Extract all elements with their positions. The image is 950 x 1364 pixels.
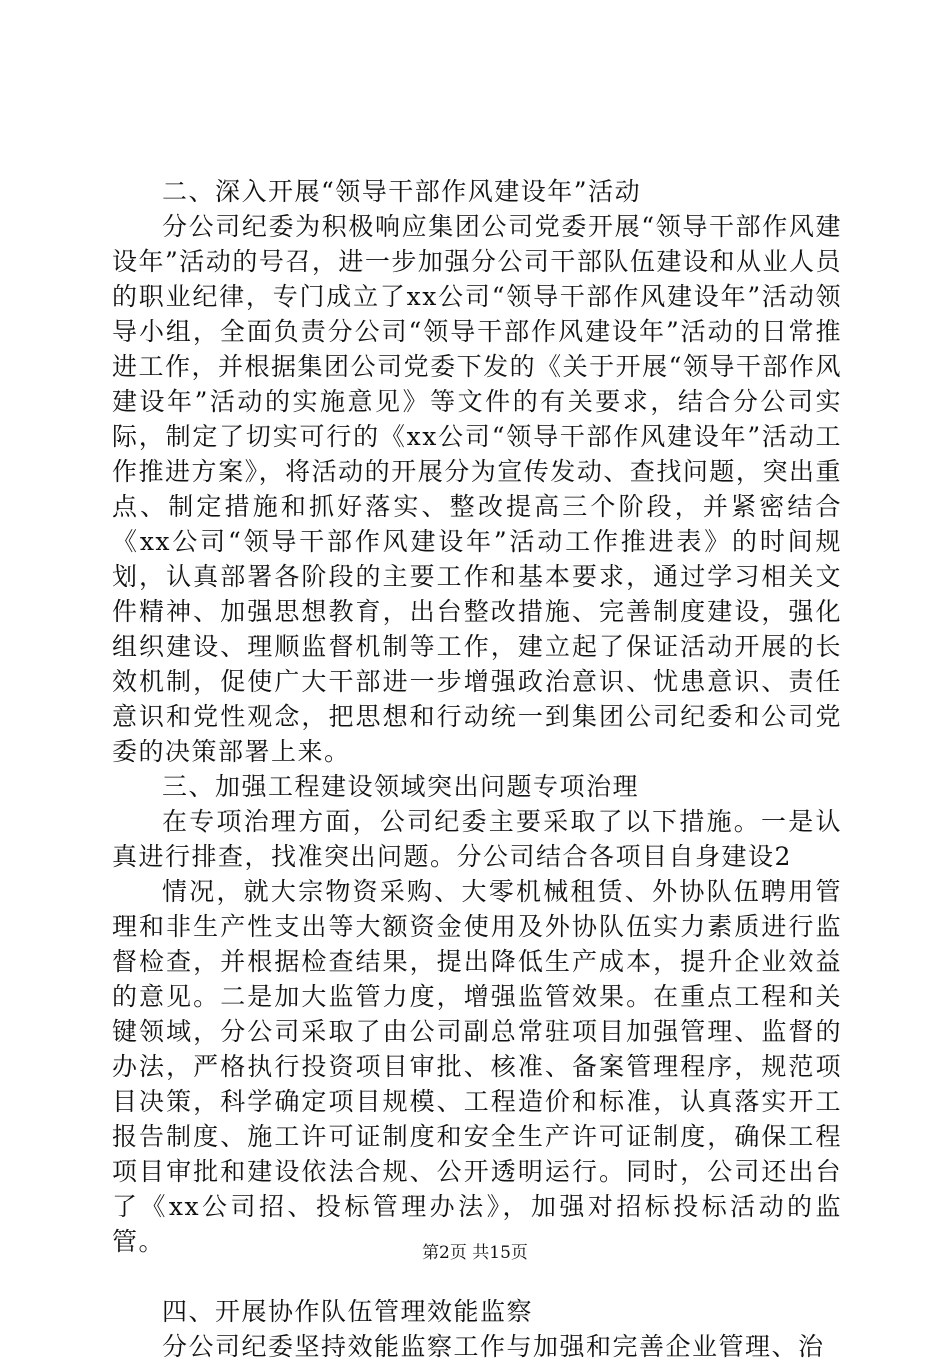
section-heading: 三、加强工程建设领域突出问题专项治理 [162, 772, 640, 801]
document-body [112, 174, 842, 1364]
body-paragraph: 情况，就大宗物资采购、大零机械租赁、外协队伍聘用管理和非生产性支出等大额资金使用及外协队伍实力素质进行监督检查，并根据检查结果，提出降低生产成本，提升企业效益的意见。二是加大监管力度，增强监管效果。在重点工程和关键领域，分公司采取了由公司副总常驻项目加强管理、监督的办法，严格执行投资项目审批、核准、备案管理程序，规范项目决策，科学确定项目规模、工程造价和标准，认真落实开工报告制度、施工许可证制度和安全生产许可证制度，确保工程项目审批和建设依法合规、公开透明运行。同时，公司还出台了《xx公司招、投标管理办法》，加强对招标投标活动的监管。 [112, 877, 842, 1256]
section-heading: 四、开展协作队伍管理效能监察 [162, 1297, 534, 1326]
section-heading: 二、深入开展“领导干部作风建设年”活动 [162, 177, 642, 206]
body-paragraph: 分公司纪委坚持效能监察工作与加强和完善企业管理、治 [162, 1332, 825, 1361]
body-paragraph: 分公司纪委为积极响应集团公司党委开展“领导干部作风建设年”活动的号召，进一步加强分公司干部队伍建设和从业人员的职业纪律，专门成立了xx公司“领导干部作风建设年”活动领导小组，全面负责分公司“领导干部作风建设年”活动的日常推进工作，并根据集团公司党委下发的《关于开展“领导干部作风建设年”活动的实施意见》等文件的有关要求，结合分公司实际，制定了切实可行的《xx公司“领导干部作风建设年”活动工作推进方案》，将活动的开展分为宣传发动、查找问题，突出重点、制定措施和抓好落实、整改提高三个阶段，并紧密结合《xx公司“领导干部作风建设年”活动工作推进表》的时间规划，认真部署各阶段的主要工作和基本要求，通过学习相关文件精神、加强思想教育，出台整改措施、完善制度建设，强化组织建设、理顺监督机制等工作，建立起了保证活动开展的长效机制，促使广大干部进一步增强政治意识、忧患意识、责任意识和党性观念，把思想和行动统一到集团公司纪委和公司党委的决策部署上来。 [112, 212, 842, 766]
body-paragraph: 在专项治理方面，公司纪委主要采取了以下措施。一是认真进行排查，找准突出问题。分公司结合各项目自身建设2 [112, 807, 842, 871]
page-number-footer: 第2页 共15页 [422, 1243, 528, 1263]
